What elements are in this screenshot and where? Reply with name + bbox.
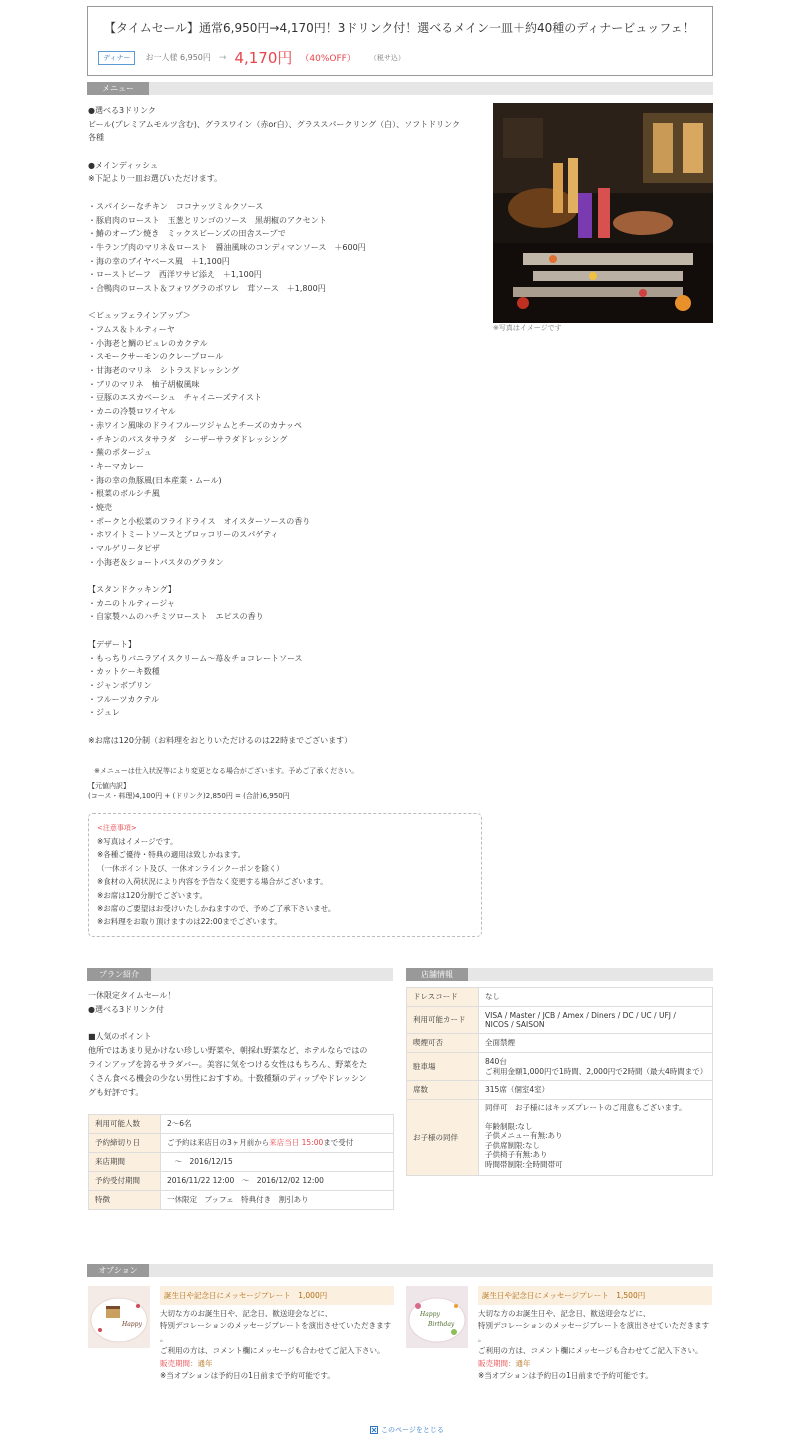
menu-line	[88, 145, 484, 159]
svg-text:Birthday: Birthday	[428, 1321, 455, 1328]
plan-intro-line: 他所ではあまり見かけない珍しい野菜や、朝採れ野菜など、ホテルならではの	[88, 1046, 368, 1056]
sale-period-label: 販売期間	[478, 1358, 508, 1368]
store-value-line: なし	[485, 992, 500, 1002]
plan-value-text: 2016/11/22 12:00 ～ 2016/12/02 12:00	[167, 1176, 324, 1185]
menu-line: ・ホワイトミートソースとブロッコリーのスパゲティ	[88, 530, 279, 540]
menu-change-note: ※メニューは仕入状況等により変更となる場合がございます。予めご了承ください。	[94, 767, 359, 775]
menu-line: ・スモークサーモンのクレープロール	[88, 352, 224, 362]
menu-section-bar	[87, 82, 713, 95]
store-value-line: 同伴可 お子様にはキッズプレートのご用意もございます。	[485, 1103, 687, 1112]
menu-line: ・小海老と鯛のピュレのカクテル	[88, 338, 208, 348]
plan-table-value	[161, 1134, 394, 1153]
menu-line: ※下記より一皿お選びいただけます。	[88, 174, 223, 184]
menu-line: ・小海老＆ショートパスタのグラタン	[88, 557, 224, 567]
option-sale-period	[160, 1358, 400, 1370]
plan-value-text: ご予約は来店日の3ヶ月前から	[167, 1138, 270, 1147]
store-info-table	[406, 987, 713, 1176]
store-table-value	[479, 988, 713, 1007]
notes-box	[88, 813, 482, 937]
menu-line: ・キーマカレー	[88, 461, 144, 471]
plan-table-value	[161, 1115, 394, 1134]
note-line: ※写真はイメージです。	[97, 837, 178, 846]
menu-line: ・フムス＆トルティーヤ	[88, 325, 175, 334]
store-table-value	[479, 1053, 713, 1081]
menu-line: 【デザート】	[88, 639, 136, 649]
menu-line: ●選べる3ドリンク	[88, 106, 156, 115]
store-table-value	[479, 1034, 713, 1053]
menu-line: ・甘海老のマリネ シトラスドレッシング	[88, 366, 240, 376]
plan-table-row	[89, 1153, 394, 1172]
option-desc-line: 特別デコレーションのメッセージプレートを演出させていただきます	[160, 1321, 392, 1331]
close-page-link[interactable]	[370, 1425, 444, 1435]
sale-period-label: 販売期間	[160, 1358, 190, 1368]
store-section-bar	[406, 968, 713, 981]
plan-details-table	[88, 1114, 394, 1210]
note-line: ※お席は120分制でございます。	[97, 890, 207, 900]
store-value-line: 時間帯制限:全時間帯可	[485, 1159, 563, 1169]
plan-table-key: 来店期間	[89, 1153, 161, 1172]
plan-section-bar	[87, 968, 393, 981]
menu-line: ・カットケーキ数種	[88, 667, 160, 677]
menu-line: ・蕪のポタージュ	[88, 448, 152, 458]
store-table-key: ドレスコード	[407, 988, 479, 1007]
menu-line: ・スパイシーなチキン ココナッツミルクソース	[88, 201, 264, 211]
menu-line: ・チキンのパスタサラダ シーザーサラダドレッシング	[88, 434, 288, 444]
store-table-row	[407, 1053, 713, 1081]
menu-line	[88, 569, 484, 583]
plan-intro-line: ラインアップを誇るサラダバー。美容に気をつける女性はもちろん、野菜をた	[88, 1059, 368, 1069]
close-window-icon	[370, 1426, 378, 1434]
plan-intro-line: ■人気のポイント	[88, 1032, 152, 1042]
menu-line: ・合鴨肉のロースト＆フォワグラのポワレ 茸ソース ＋1,800円	[88, 283, 326, 293]
menu-line: ・カニのトルティージャ	[88, 598, 176, 608]
store-value-line: 全面禁煙	[485, 1038, 515, 1048]
menu-line: ・焼売	[88, 502, 112, 512]
option-desc-line: 大切な方のお誕生日や、記念日、歓送迎会などに、	[160, 1309, 333, 1318]
option-section-label: オプション	[87, 1264, 149, 1277]
plan-table-key: 予約受付期間	[89, 1172, 161, 1191]
plan-table-row	[89, 1115, 394, 1134]
menu-line: ・ローストビーフ 西洋ワサビ添え ＋1,100円	[88, 270, 262, 280]
store-table-row	[407, 1007, 713, 1034]
menu-line: ・ブリのマリネ 柚子胡椒風味	[88, 379, 200, 389]
option-footer-note: ※当オプションは予約日の1日前まで予約可能です。	[478, 1370, 653, 1380]
menu-line: ・海の幸のブイヤベース風 ＋1,100円	[88, 256, 230, 266]
store-section-label: 店舗情報	[406, 968, 468, 981]
store-value-line: 子供席制限:なし	[485, 1140, 541, 1150]
plan-intro-line	[88, 1017, 394, 1031]
note-line: ※食材の入荷状況により内容を予告なく変更する場合がございます。	[97, 877, 328, 887]
store-value-line: 315席（個室4室）	[485, 1085, 550, 1095]
menu-line: ・ポークと小松菜のフライドライス オイスターソースの香り	[88, 516, 311, 526]
original-price: お一人様 6,950円	[145, 53, 211, 62]
store-value-line: 子供メニュー有無:あり	[485, 1131, 563, 1140]
store-value-line: VISA / Master / JCB / Amex / Diners / DC / UC / UFJ /	[485, 1010, 676, 1020]
menu-line	[88, 720, 484, 734]
option-desc-line: 。	[478, 1333, 486, 1343]
plan-table-value	[161, 1153, 394, 1172]
store-table-key: 喫煙可否	[407, 1034, 479, 1053]
store-value-line: NICOS / SAISON	[485, 1020, 545, 1029]
menu-line: ・マルゲリータピザ	[88, 544, 160, 553]
store-value-line	[485, 1113, 706, 1122]
plan-table-value	[161, 1191, 394, 1210]
menu-line: ・豆豚のエスカベーシュ チャイニーズテイスト	[88, 393, 262, 403]
sale-price: 4,170円	[234, 49, 293, 67]
notes-heading: <注意事項>	[97, 824, 137, 832]
option-desc-line: ご利用の方は、コメント欄にメッセージも合わせてご記入下さい。	[160, 1346, 385, 1356]
plan-table-row	[89, 1191, 394, 1210]
option-desc-line: 。	[160, 1333, 168, 1343]
arrow-icon: →	[218, 52, 227, 63]
photo-caption: ※写真はイメージです	[493, 324, 562, 332]
menu-line: ●メインディッシュ	[88, 160, 159, 170]
svg-text:Happy: Happy	[122, 1321, 142, 1328]
menu-line	[88, 624, 484, 638]
price-breakdown: (コース・料理)4,100円 + (ドリンク)2,850円 = (合計)6,950円	[88, 792, 290, 800]
menu-line: ＜ビュッフェラインアップ＞	[88, 311, 191, 321]
option-desc-line: ご利用の方は、コメント欄にメッセージも合わせてご記入下さい。	[478, 1346, 703, 1356]
buffet-photo	[493, 103, 713, 323]
menu-line: ・ジャンボプリン	[88, 680, 152, 690]
option-desc-line: 特別デコレーションのメッセージプレートを演出させていただきます	[478, 1321, 710, 1331]
category-tag: ディナー	[98, 51, 135, 65]
store-table-key: 席数	[407, 1081, 479, 1100]
plan-intro-line: グも好評です。	[88, 1087, 144, 1097]
note-line: ※お席のご要望はお受けいたしかねますので、予めご了承下さいませ。	[97, 903, 336, 913]
plan-value-text: 一休限定 ブッフェ 特典付き 割引あり	[167, 1195, 309, 1204]
menu-line: 各種	[88, 133, 104, 143]
plan-table-value	[161, 1172, 394, 1191]
menu-line: ・カニの冷製ロワイヤル	[88, 407, 176, 417]
store-table-row	[407, 1034, 713, 1053]
sale-period-value: ：通年	[190, 1358, 213, 1368]
store-value-line: 子供椅子有無:あり	[485, 1150, 548, 1159]
tax-note: （税サ込）	[369, 53, 405, 62]
menu-line: ・もっちりバニラアイスクリーム～苺＆チョコレートソース	[88, 653, 303, 663]
plan-intro-line: 一休限定タイムセール！	[88, 991, 176, 1000]
plan-value-text: ～ 2016/12/15	[167, 1157, 233, 1166]
note-line: ※各種ご優待・特典の適用は致しかねます。	[97, 850, 246, 860]
option-section-bar	[87, 1264, 713, 1277]
plan-table-key: 予約締切り日	[89, 1134, 161, 1153]
store-table-value	[479, 1100, 713, 1176]
menu-line: ビール(プレミアムモルツ含む)、グラスワイン（赤or白）、グラススパークリング（白）、ソフトドリンク	[88, 119, 461, 129]
menu-line: ・根菜のボルシチ風	[88, 489, 160, 499]
option-desc-line: 大切な方のお誕生日や、記念日、歓送迎会などに、	[478, 1309, 651, 1318]
menu-line: ・自家製ハムのハチミツロースト エピスの香り	[88, 612, 264, 622]
menu-line: ・海の幸の魚豚風(日本産業・ムール)	[88, 475, 222, 485]
store-table-row	[407, 1081, 713, 1100]
plan-value-text: まで受付	[323, 1138, 354, 1147]
store-value-line: 年齢制限:なし	[485, 1121, 533, 1131]
menu-line: ・鰆のオーブン焼き ミックスビーンズの田舎スープで	[88, 229, 286, 239]
store-table-key: 駐車場	[407, 1053, 479, 1081]
plan-header	[87, 6, 713, 76]
message-plate-image	[406, 1286, 468, 1348]
menu-line: ※お席は120分制（お料理をおとりいただけるのは22時までございます）	[88, 735, 353, 745]
plan-table-row	[89, 1172, 394, 1191]
plan-table-key: 利用可能人数	[89, 1115, 161, 1134]
note-line: ※お料理をお取り頂けますのは22:00までございます。	[97, 917, 282, 927]
price-line	[98, 47, 405, 68]
menu-line: ・フルーツカクテル	[88, 694, 159, 704]
svg-text:Happy: Happy	[420, 1311, 440, 1318]
store-table-value	[479, 1081, 713, 1100]
message-plate-image	[88, 1286, 150, 1348]
breakdown-label: 【元値内訳】	[88, 782, 130, 790]
sale-period-value: ：通年	[508, 1358, 531, 1368]
store-table-key: お子様の同伴	[407, 1100, 479, 1176]
menu-line: ・牛ランプ肉のマリネ＆ロースト 醤油風味のコンディマンソース ＋600円	[88, 242, 366, 252]
store-table-row	[407, 988, 713, 1007]
store-value-line: 840台	[485, 1057, 507, 1066]
plan-table-row	[89, 1134, 394, 1153]
note-line: （一休ポイント及び、一休オンラインクーポンを除く）	[97, 863, 284, 873]
menu-line	[88, 296, 484, 310]
menu-line: ・豚肩肉のロースト 玉葱とリンゴのソース 黒胡椒のアクセント	[88, 215, 327, 225]
store-table-row	[407, 1100, 713, 1176]
menu-line: ・赤ワイン風味のドライフルーツジャムとチーズのカナッペ	[88, 420, 302, 430]
plan-intro-line: くさん食べる機会の少ない男性におすすめ。十数種類のディップやドレッシン	[88, 1073, 367, 1083]
menu-line	[88, 186, 484, 200]
option-title: 誕生日や記念日にメッセージプレート 1,500円	[478, 1286, 712, 1305]
plan-introduction	[88, 989, 394, 1099]
option-footer-note: ※当オプションは予約日の1日前まで予約可能です。	[160, 1370, 335, 1380]
menu-description	[88, 104, 484, 747]
plan-table-key: 特徴	[89, 1191, 161, 1210]
menu-section-label: メニュー	[87, 82, 149, 95]
store-table-key: 利用可能カード	[407, 1007, 479, 1034]
discount-badge: （40%OFF）	[300, 54, 356, 64]
plan-value-highlight: 来店当日 15:00	[269, 1138, 324, 1147]
plan-intro-line: ●選べる3ドリンク付	[88, 1004, 164, 1014]
menu-line: ・ジュレ	[88, 708, 120, 718]
menu-line: 【スタンドクッキング】	[88, 585, 176, 595]
store-table-value	[479, 1007, 713, 1034]
plan-section-label: プラン紹介	[87, 968, 151, 981]
plan-title: 【タイムセール】通常6,950円→4,170円！3ドリンク付！選べるメイン一皿＋約40種のディナービュッフェ！	[104, 21, 695, 35]
close-page-label[interactable]: このページをとじる	[381, 1426, 444, 1434]
store-value-line: ご利用金額1,000円で1時間、2,000円で2時間（最大4時間まで）	[485, 1066, 708, 1076]
option-sale-period	[478, 1358, 718, 1370]
option-title: 誕生日や記念日にメッセージプレート 1,000円	[160, 1286, 394, 1305]
plan-value-text: 2～6名	[167, 1119, 192, 1128]
